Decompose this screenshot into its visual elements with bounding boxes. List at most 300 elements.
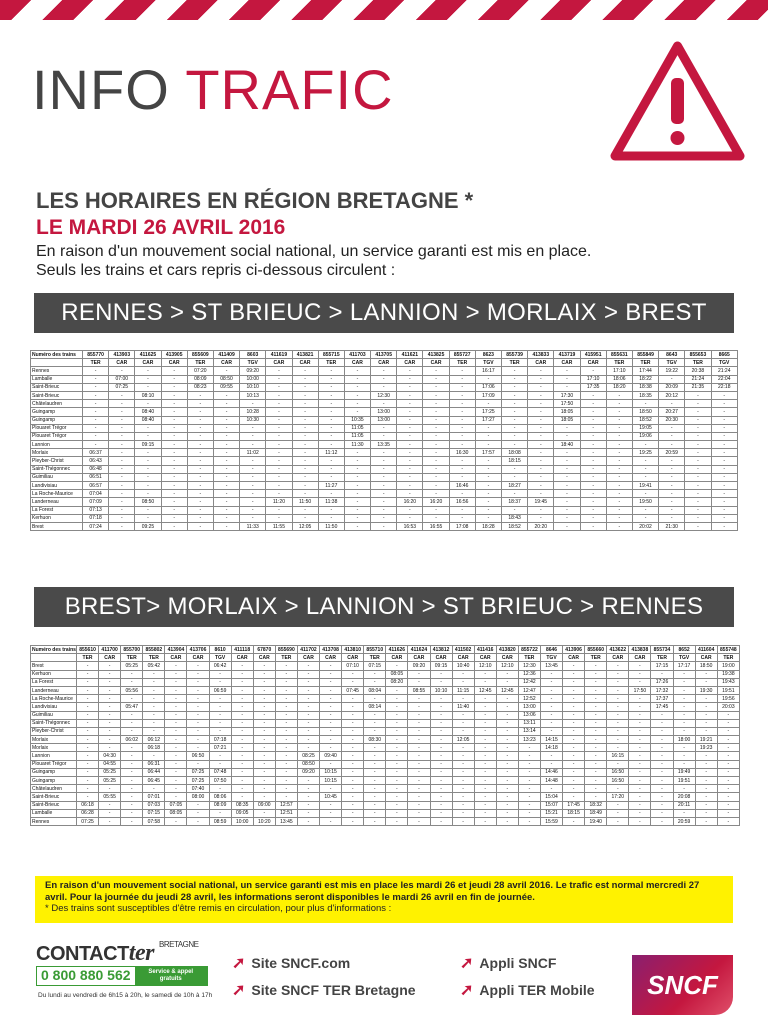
time-cell: - [685,522,711,530]
time-cell: - [165,736,187,744]
time-cell: - [231,719,253,727]
time-cell: - [364,678,386,686]
time-cell: - [121,670,143,678]
time-cell: CAR [496,654,518,662]
time-cell: 16:50 [607,768,629,776]
table-row [31,498,738,506]
time-cell: - [502,383,528,391]
time-cell: 13:00 [518,703,540,711]
time-cell: - [342,736,364,744]
time-cell: 12:45 [474,686,496,694]
time-cell: - [496,670,518,678]
time-cell: 413719 [554,351,580,359]
time-cell: - [109,367,135,375]
notice-footnote: * Des trains sont susceptibles d'être remis en circulation, pour plus d'informations : [45,903,392,914]
time-cell: - [540,760,562,768]
time-cell: - [717,736,739,744]
time-cell: - [632,465,658,473]
time-cell: - [109,408,135,416]
station-name: Saint-Thégonnec [31,465,83,473]
time-cell: - [209,719,231,727]
time-cell: - [371,490,397,498]
time-cell: - [651,817,673,825]
time-cell: - [320,809,342,817]
time-cell: - [213,522,239,530]
time-cell: 07:18 [209,736,231,744]
time-cell: - [253,744,275,752]
time-cell: - [449,416,475,424]
table-row [31,391,738,399]
time-cell: - [371,375,397,383]
time-cell: - [320,785,342,793]
arrow-icon: ➚ [232,955,246,972]
time-cell: - [711,465,738,473]
station-name [31,359,83,367]
time-cell: - [209,809,231,817]
time-cell: 17:20 [607,793,629,801]
time-cell: 07:01 [143,793,165,801]
time-cell: - [209,727,231,735]
time-cell: - [606,457,632,465]
time-cell: - [275,752,297,760]
time-cell: 18:37 [502,498,528,506]
time-cell: - [423,457,449,465]
time-cell: - [397,449,423,457]
time-cell: - [685,408,711,416]
time-cell: - [397,473,423,481]
time-cell: - [423,424,449,432]
time-cell: 19:51 [673,777,695,785]
time-cell: 18:32 [585,801,607,809]
time-cell: 22:04 [711,375,738,383]
time-cell: - [685,465,711,473]
time-cell: 09:15 [430,662,452,670]
time-cell: - [685,473,711,481]
time-cell: - [266,482,292,490]
time-cell: - [213,465,239,473]
time-cell: 17:26 [651,678,673,686]
time-cell: 07:45 [342,686,364,694]
time-cell: - [83,416,109,424]
time-cell: - [161,482,187,490]
time-cell: - [231,768,253,776]
time-cell: - [397,482,423,490]
time-cell: - [297,686,319,694]
time-cell: 06:37 [83,449,109,457]
time-cell: - [673,703,695,711]
time-cell: - [161,441,187,449]
time-cell: CAR [580,359,606,367]
time-cell: 07:25 [187,777,209,785]
time-cell: - [320,711,342,719]
time-cell: 415951 [580,351,606,359]
time-cell: 17:17 [673,662,695,670]
time-cell: - [554,375,580,383]
time-cell: - [364,670,386,678]
time-cell: - [297,809,319,817]
time-cell: 11:50 [318,522,344,530]
time-cell: - [475,473,501,481]
time-cell: - [231,686,253,694]
table-row [31,514,738,522]
time-cell: 411702 [297,646,319,654]
time-cell: - [253,736,275,744]
time-cell: 17:25 [475,408,501,416]
time-cell: - [161,465,187,473]
time-cell: - [685,449,711,457]
time-cell: - [253,678,275,686]
time-cell: - [121,777,143,785]
time-cell: 18:38 [632,383,658,391]
time-cell: 413833 [528,351,554,359]
time-cell: - [502,408,528,416]
time-cell: 8665 [711,351,738,359]
time-cell: CAR [253,654,275,662]
time-cell: - [161,391,187,399]
time-cell: 413810 [342,646,364,654]
link-appli-ter-mobile[interactable] [460,980,595,1000]
time-cell: - [408,744,430,752]
time-cell: - [580,465,606,473]
time-cell: - [585,703,607,711]
time-cell: 08:50 [135,498,161,506]
time-cell: - [651,719,673,727]
train-type-row [31,359,738,367]
time-cell: - [554,432,580,440]
time-cell: TER [502,359,528,367]
time-cell: - [240,482,266,490]
time-cell: 17:44 [632,367,658,375]
time-cell: - [292,432,318,440]
time-cell: - [711,473,738,481]
time-cell: - [585,686,607,694]
time-cell: 08:20 [386,678,408,686]
time-cell: 413622 [607,646,629,654]
link-sncf-com[interactable] [232,953,350,973]
time-cell: 855802 [143,646,165,654]
time-cell: - [99,727,121,735]
time-cell: - [187,424,213,432]
time-cell: 21:24 [711,367,738,375]
time-cell: 18:50 [632,408,658,416]
time-cell: - [695,777,717,785]
time-cell: 05:42 [143,662,165,670]
time-cell: - [231,760,253,768]
time-cell: - [121,760,143,768]
time-cell: - [651,752,673,760]
time-cell: - [213,482,239,490]
time-cell: - [109,424,135,432]
time-cell: CAR [266,359,292,367]
table-row [31,777,740,785]
time-cell: - [318,408,344,416]
train-type-row [31,654,740,662]
time-cell: - [423,367,449,375]
time-cell: - [528,506,554,514]
time-cell: - [528,514,554,522]
time-cell: 06:28 [77,809,99,817]
time-cell: - [659,490,685,498]
time-cell: - [266,367,292,375]
time-cell: - [165,752,187,760]
time-cell: - [685,498,711,506]
time-cell: - [231,670,253,678]
time-cell: 855710 [364,646,386,654]
timetable-brest-rennes [30,645,740,826]
time-cell: TER [364,654,386,662]
time-cell: - [673,670,695,678]
time-cell: - [266,457,292,465]
intro-line-2: Seuls les trains et cars repris ci-dessous circulent : [36,262,396,279]
time-cell: - [109,514,135,522]
station-name: Kerhuon [31,514,83,522]
time-cell: - [213,432,239,440]
time-cell: 18:40 [554,441,580,449]
time-cell: - [371,457,397,465]
time-cell: - [386,752,408,760]
time-cell: - [580,424,606,432]
time-cell: 13:00 [371,416,397,424]
time-cell: - [99,785,121,793]
arrow-icon: ➚ [232,982,246,999]
notice-box [35,876,733,923]
time-cell: 07:50 [209,777,231,785]
time-cell: - [275,760,297,768]
time-cell: - [266,416,292,424]
time-cell: - [109,441,135,449]
time-cell: 10:30 [240,416,266,424]
station-name: Landivisiau [31,703,77,711]
time-cell: - [187,506,213,514]
phone-number[interactable]: 0 800 880 562 [41,967,131,983]
arrow-icon: ➚ [460,982,474,999]
time-cell: CAR [474,654,496,662]
time-cell: - [711,490,738,498]
time-cell: - [606,490,632,498]
time-cell: 06:18 [143,744,165,752]
time-cell: - [266,424,292,432]
time-cell: 855653 [685,351,711,359]
time-cell: - [320,678,342,686]
time-cell: 11:05 [344,424,370,432]
time-cell: 8646 [540,646,562,654]
time-cell: - [528,400,554,408]
time-cell: TER [717,654,739,662]
time-cell: - [607,727,629,735]
time-cell: - [266,449,292,457]
time-cell: 06:44 [143,768,165,776]
time-cell: - [318,465,344,473]
region-heading: LES HORAIRES EN RÉGION BRETAGNE * [36,188,474,213]
time-cell: - [449,432,475,440]
time-cell: - [342,703,364,711]
time-cell: 12:36 [518,670,540,678]
time-cell: - [109,432,135,440]
time-cell: - [496,744,518,752]
time-cell: - [161,424,187,432]
time-cell: - [607,678,629,686]
time-cell: - [161,457,187,465]
time-cell: - [165,678,187,686]
time-cell: 413906 [563,646,585,654]
time-cell: - [386,777,408,785]
time-cell: - [685,506,711,514]
time-cell: 413905 [161,351,187,359]
time-cell: - [449,506,475,514]
time-cell: - [397,383,423,391]
time-cell: 08:06 [209,793,231,801]
time-cell: - [165,760,187,768]
table-row [31,768,740,776]
station-name: Saint-Brieuc [31,793,77,801]
time-cell: - [540,703,562,711]
time-cell: - [651,793,673,801]
time-cell: - [297,670,319,678]
route-banner-brest-rennes: BREST> MORLAIX > LANNION > ST BRIEUC > RENNES [34,587,734,627]
time-cell: - [554,367,580,375]
time-cell: - [386,711,408,719]
time-cell: - [292,506,318,514]
time-cell: - [528,441,554,449]
time-cell: - [344,408,370,416]
time-cell: - [292,490,318,498]
time-cell: 18:00 [673,736,695,744]
time-cell: - [121,719,143,727]
time-cell: - [585,719,607,727]
time-cell: 12:10 [474,662,496,670]
time-cell: 18:22 [632,375,658,383]
time-cell: - [430,727,452,735]
time-cell: - [695,801,717,809]
time-cell: - [344,449,370,457]
time-cell: - [430,809,452,817]
time-cell: - [318,506,344,514]
time-cell: - [502,367,528,375]
time-cell: 411118 [231,646,253,654]
time-cell: - [143,727,165,735]
time-cell: - [502,441,528,449]
time-cell: - [474,744,496,752]
time-cell: - [563,719,585,727]
time-cell: - [386,801,408,809]
time-cell: - [528,465,554,473]
time-cell: - [253,809,275,817]
time-cell: 19:23 [695,744,717,752]
table-row [31,367,738,375]
time-cell: - [540,711,562,719]
time-cell: - [266,441,292,449]
time-cell: - [496,785,518,793]
time-cell: 08:40 [135,416,161,424]
time-cell: - [320,662,342,670]
time-cell: - [607,686,629,694]
time-cell: 19:21 [695,736,717,744]
time-cell: - [318,416,344,424]
phone-box[interactable] [36,966,208,986]
time-cell: 10:10 [240,383,266,391]
time-cell: - [397,432,423,440]
time-cell: - [231,744,253,752]
time-cell: - [563,817,585,825]
sncf-logo: SNCF [632,955,733,1015]
time-cell: - [187,482,213,490]
time-cell: - [423,449,449,457]
time-cell: - [121,801,143,809]
time-cell: - [187,522,213,530]
time-cell: - [161,367,187,375]
time-cell: - [213,367,239,375]
time-cell: - [344,490,370,498]
time-cell: 12:05 [292,522,318,530]
time-cell: 20:11 [673,801,695,809]
time-cell: - [275,662,297,670]
time-cell: - [563,727,585,735]
time-cell: - [99,817,121,825]
time-cell: - [475,482,501,490]
time-cell: - [121,768,143,776]
time-cell: - [386,662,408,670]
time-cell: - [528,449,554,457]
time-cell: 855849 [632,351,658,359]
time-cell: - [275,768,297,776]
time-cell: - [496,719,518,727]
time-cell: 05:25 [99,768,121,776]
time-cell: - [253,695,275,703]
time-cell: - [632,490,658,498]
time-cell: CAR [423,359,449,367]
time-cell: CAR [371,359,397,367]
time-cell: 12:57 [275,801,297,809]
time-cell: 13:45 [275,817,297,825]
time-cell: - [77,662,99,670]
time-cell: - [109,416,135,424]
time-cell: - [240,490,266,498]
time-cell: - [386,744,408,752]
link-appli-sncf[interactable] [460,953,556,973]
time-cell: - [632,514,658,522]
time-cell: CAR [99,654,121,662]
title-info: INFO [32,58,170,121]
table-row [31,432,738,440]
time-cell: 20:08 [673,793,695,801]
time-cell: - [240,432,266,440]
time-cell: - [99,744,121,752]
time-cell: - [165,719,187,727]
link-ter-bretagne[interactable] [232,980,416,1000]
route-banner-rennes-brest: RENNES > ST BRIEUC > LANNION > MORLAIX > BREST [34,293,734,333]
time-cell: - [651,727,673,735]
time-cell: - [318,375,344,383]
time-cell: - [717,744,739,752]
time-cell: - [297,736,319,744]
time-cell: 855660 [585,646,607,654]
time-cell: 13:06 [518,711,540,719]
time-cell: 08:50 [213,375,239,383]
time-cell: - [83,367,109,375]
time-cell: 19:25 [632,449,658,457]
time-cell: - [606,449,632,457]
time-cell: - [187,670,209,678]
time-cell: - [629,809,651,817]
station-name: Landerneau [31,498,83,506]
time-cell: - [659,514,685,522]
time-cell: 18:15 [563,809,585,817]
station-name: Lamballe [31,809,77,817]
time-cell: - [275,719,297,727]
table-row [31,736,740,744]
time-cell: - [342,793,364,801]
time-cell: - [673,711,695,719]
